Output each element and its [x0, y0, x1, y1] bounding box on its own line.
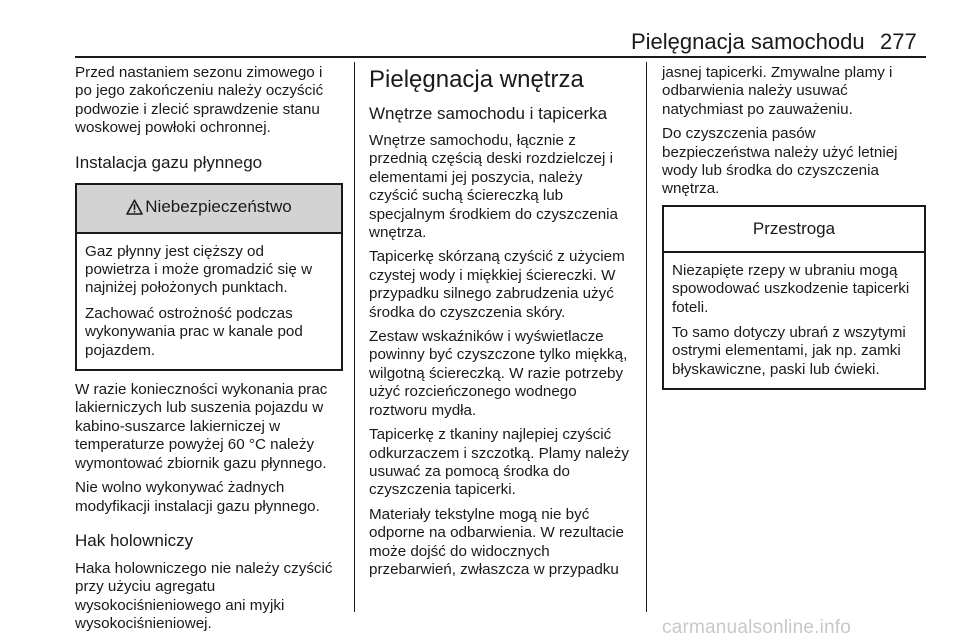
heading-interior-upholstery: Wnętrze samochodu i tapicerka	[369, 104, 608, 123]
danger-box-body	[77, 234, 341, 369]
caution-box	[662, 205, 926, 390]
column-left	[75, 64, 343, 640]
danger-box-header	[77, 185, 341, 234]
danger-box-title: Niebezpieczeństwo	[145, 196, 292, 216]
heading-lpg-installation: Instalacja gazu płynnego	[75, 152, 263, 172]
interior-paragraph-5: Materiały tekstylne mogą nie być odporne na odbarwienia. W rezultacie może dojść do widocznych przebarwień, zwłaszcza w przypadku	[369, 505, 624, 578]
intro-paragraph: Przed nastaniem sezonu zimowego i po jego zakończeniu należy oczyścić podwozie i zlecić sprawdzenie stanu woskowej powłoki ochronnej.	[75, 64, 324, 137]
caution-box-header	[664, 207, 924, 253]
watermark: carmanualsonline.info	[662, 617, 852, 638]
interior-paragraph-2: Tapicerkę skórzaną czyścić z użyciem czystej wody i miękkiej ściereczki. W przypadku silnego zabrudzenia użyć środka do czyszczenia skóry.	[369, 248, 625, 321]
interior-paragraph-4: Tapicerkę z tkaniny najlepiej czyścić odkurzaczem i szczotką. Plamy należy usuwać za pomocą środka do czyszczenia tapicerki.	[369, 426, 629, 499]
caution-box-body	[664, 253, 924, 388]
danger-paragraph-1: Gaz płynny jest cięższy od powietrza i może gromadzić się w najniżej położonych punktach.	[85, 242, 313, 297]
warning-triangle-icon	[126, 199, 143, 220]
continuation-paragraph: jasnej tapicerki. Zmywalne plamy i odbarwienia należy usuwać natychmiast po zauważeniu.	[662, 64, 893, 118]
tow-hook-paragraph: Haka holowniczego nie należy czyścić przy użyciu agregatu wysokociśnieniowego ani myjki wysokociśnieniowej.	[75, 559, 333, 633]
seat-belts-paragraph: Do czyszczenia pasów bezpieczeństwa należy użyć letniej wody lub środka do czyszczenia wnętrza.	[662, 125, 898, 198]
column-divider-left	[354, 62, 355, 612]
interior-paragraph-3: Zestaw wskaźników i wyświetlacze powinny być czyszczone tylko miękką, wilgotną ściereczką. W razie potrzeby użyć rozcieńczonego wodnego roztworu mydła.	[369, 328, 628, 419]
page-header	[0, 0, 960, 60]
header-rule	[75, 56, 926, 58]
modifications-paragraph: Nie wolno wykonywać żadnych modyfikacji instalacji gazu płynnego.	[75, 479, 320, 515]
heading-tow-hook: Hak holowniczy	[75, 530, 194, 550]
heading-interior-care: Pielęgnacja wnętrza	[369, 66, 584, 93]
interior-paragraph-1: Wnętrze samochodu, łącznie z przednią częścią deski rozdzielczej i elementami jej poszycia, należy czyścić suchą ściereczką lub specjalnym środkiem do czyszczenia wnętrza.	[369, 132, 618, 242]
column-divider-right	[646, 62, 647, 612]
caution-paragraph-2: To samo dotyczy ubrań z wszytymi ostrymi elementami, jak np. zamki błyskawiczne, paski lub ćwieki.	[672, 324, 906, 378]
caution-paragraph-1: Niezapięte rzepy w ubraniu mogą spowodować uszkodzenie tapicerki foteli.	[672, 261, 910, 316]
paint-paragraph: W razie konieczności wykonania prac lakierniczych lub suszenia pojazdu w kabino-suszarce lakierniczej w temperaturze powyżej 60 °C należy wymontować zbiornik gazu płynnego.	[75, 381, 328, 472]
column-middle	[369, 64, 634, 585]
danger-box	[75, 183, 343, 371]
danger-paragraph-2: Zachować ostrożność podczas wykonywania prac w kanale pod pojazdem.	[85, 304, 303, 359]
caution-box-title: Przestroga	[752, 218, 836, 238]
section-title: Pielęgnacja samochodu	[631, 29, 865, 54]
page-number: 277	[880, 29, 917, 54]
column-right	[662, 64, 926, 400]
